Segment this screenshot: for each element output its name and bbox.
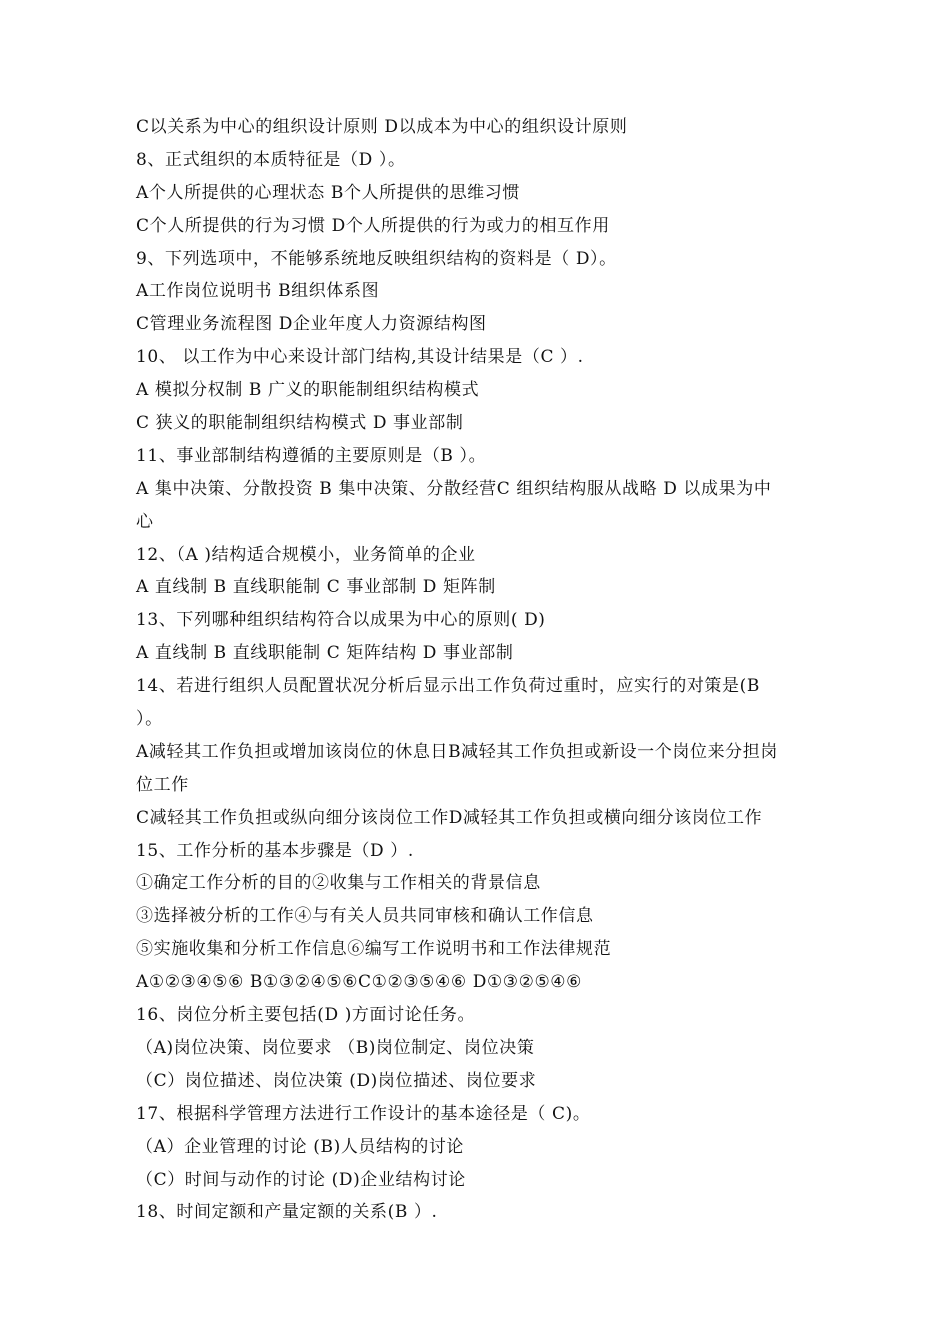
question-10: 10、 以工作为中心来设计部门结构,其设计结果是（C ）.: [136, 347, 584, 368]
text-line: （A)岗位决策、岗位要求 （B)岗位制定、岗位决策: [136, 1037, 535, 1058]
question-9: 9、下列选项中，不能够系统地反映组织结构的资料是（ D）。: [136, 248, 617, 269]
text-line: A 直线制 B 直线职能制 C 事业部制 D 矩阵制: [136, 577, 496, 598]
question-11: 11、事业部制结构遵循的主要原则是（B ）。: [136, 445, 487, 466]
text-line: A①②③④⑤⑥ B①③②④⑤⑥C①②③⑤④⑥ D①③②⑤④⑥: [136, 972, 582, 993]
question-13: 13、下列哪种组织结构符合以成果为中心的原则( D): [136, 610, 546, 631]
text-line: C减轻其工作负担或纵向细分该岗位工作D减轻其工作负担或横向细分该岗位工作: [136, 807, 763, 828]
text-line: ③选择被分析的工作④与有关人员共同审核和确认工作信息: [136, 906, 594, 927]
question-15: 15、工作分析的基本步骤是（D ）.: [136, 840, 414, 861]
text-line: A 集中决策、分散投资 B 集中决策、分散经营C 组织结构服从战略 D 以成果为中: [136, 478, 772, 499]
text-line: C 狭义的职能制组织结构模式 D 事业部制: [136, 413, 464, 434]
question-8: 8、正式组织的本质特征是（D ）。: [136, 149, 406, 170]
text-line: A减轻其工作负担或增加该岗位的休息日B减轻其工作负担或新设一个岗位来分担岗: [136, 741, 778, 762]
text-line: A 直线制 B 直线职能制 C 矩阵结构 D 事业部制: [136, 643, 514, 664]
text-line: 心: [136, 511, 154, 532]
text-line: （C）时间与动作的讨论 (D)企业结构讨论: [136, 1169, 466, 1190]
text-line: ）。: [136, 709, 163, 730]
text-line: C个人所提供的行为习惯 D个人所提供的行为或力的相互作用: [136, 215, 610, 236]
question-16: 16、岗位分析主要包括(D )方面讨论任务。: [136, 1005, 476, 1026]
text-line: （A）企业管理的讨论 (B)人员结构的讨论: [136, 1136, 465, 1157]
text-line: ①确定工作分析的目的②收集与工作相关的背景信息: [136, 873, 541, 894]
text-line: A工作岗位说明书 B组织体系图: [136, 281, 380, 302]
text-line: 位工作: [136, 774, 189, 795]
text-line: C以关系为中心的组织设计原则 D以成本为中心的组织设计原则: [136, 117, 628, 137]
document-body: [136, 111, 846, 1229]
question-12: 12、（A )结构适合规模小，业务简单的企业: [136, 544, 476, 565]
text-line: （C）岗位描述、岗位决策 (D)岗位描述、岗位要求: [136, 1070, 537, 1091]
question-17: 17、根据科学管理方法进行工作设计的基本途径是（ C)。: [136, 1103, 591, 1124]
text-line: ⑤实施收集和分析工作信息⑥编写工作说明书和工作法律规范: [136, 939, 612, 960]
question-18: 18、时间定额和产量定额的关系(B ）.: [136, 1202, 438, 1223]
text-line: A 模拟分权制 B 广义的职能制组织结构模式: [136, 380, 480, 401]
text-line: C管理业务流程图 D企业年度人力资源结构图: [136, 314, 487, 335]
question-14: 14、若进行组织人员配置状况分析后显示出工作负荷过重时，应实行的对策是(B: [136, 676, 760, 697]
text-line: A个人所提供的心理状态 B个人所提供的思维习惯: [136, 182, 520, 203]
